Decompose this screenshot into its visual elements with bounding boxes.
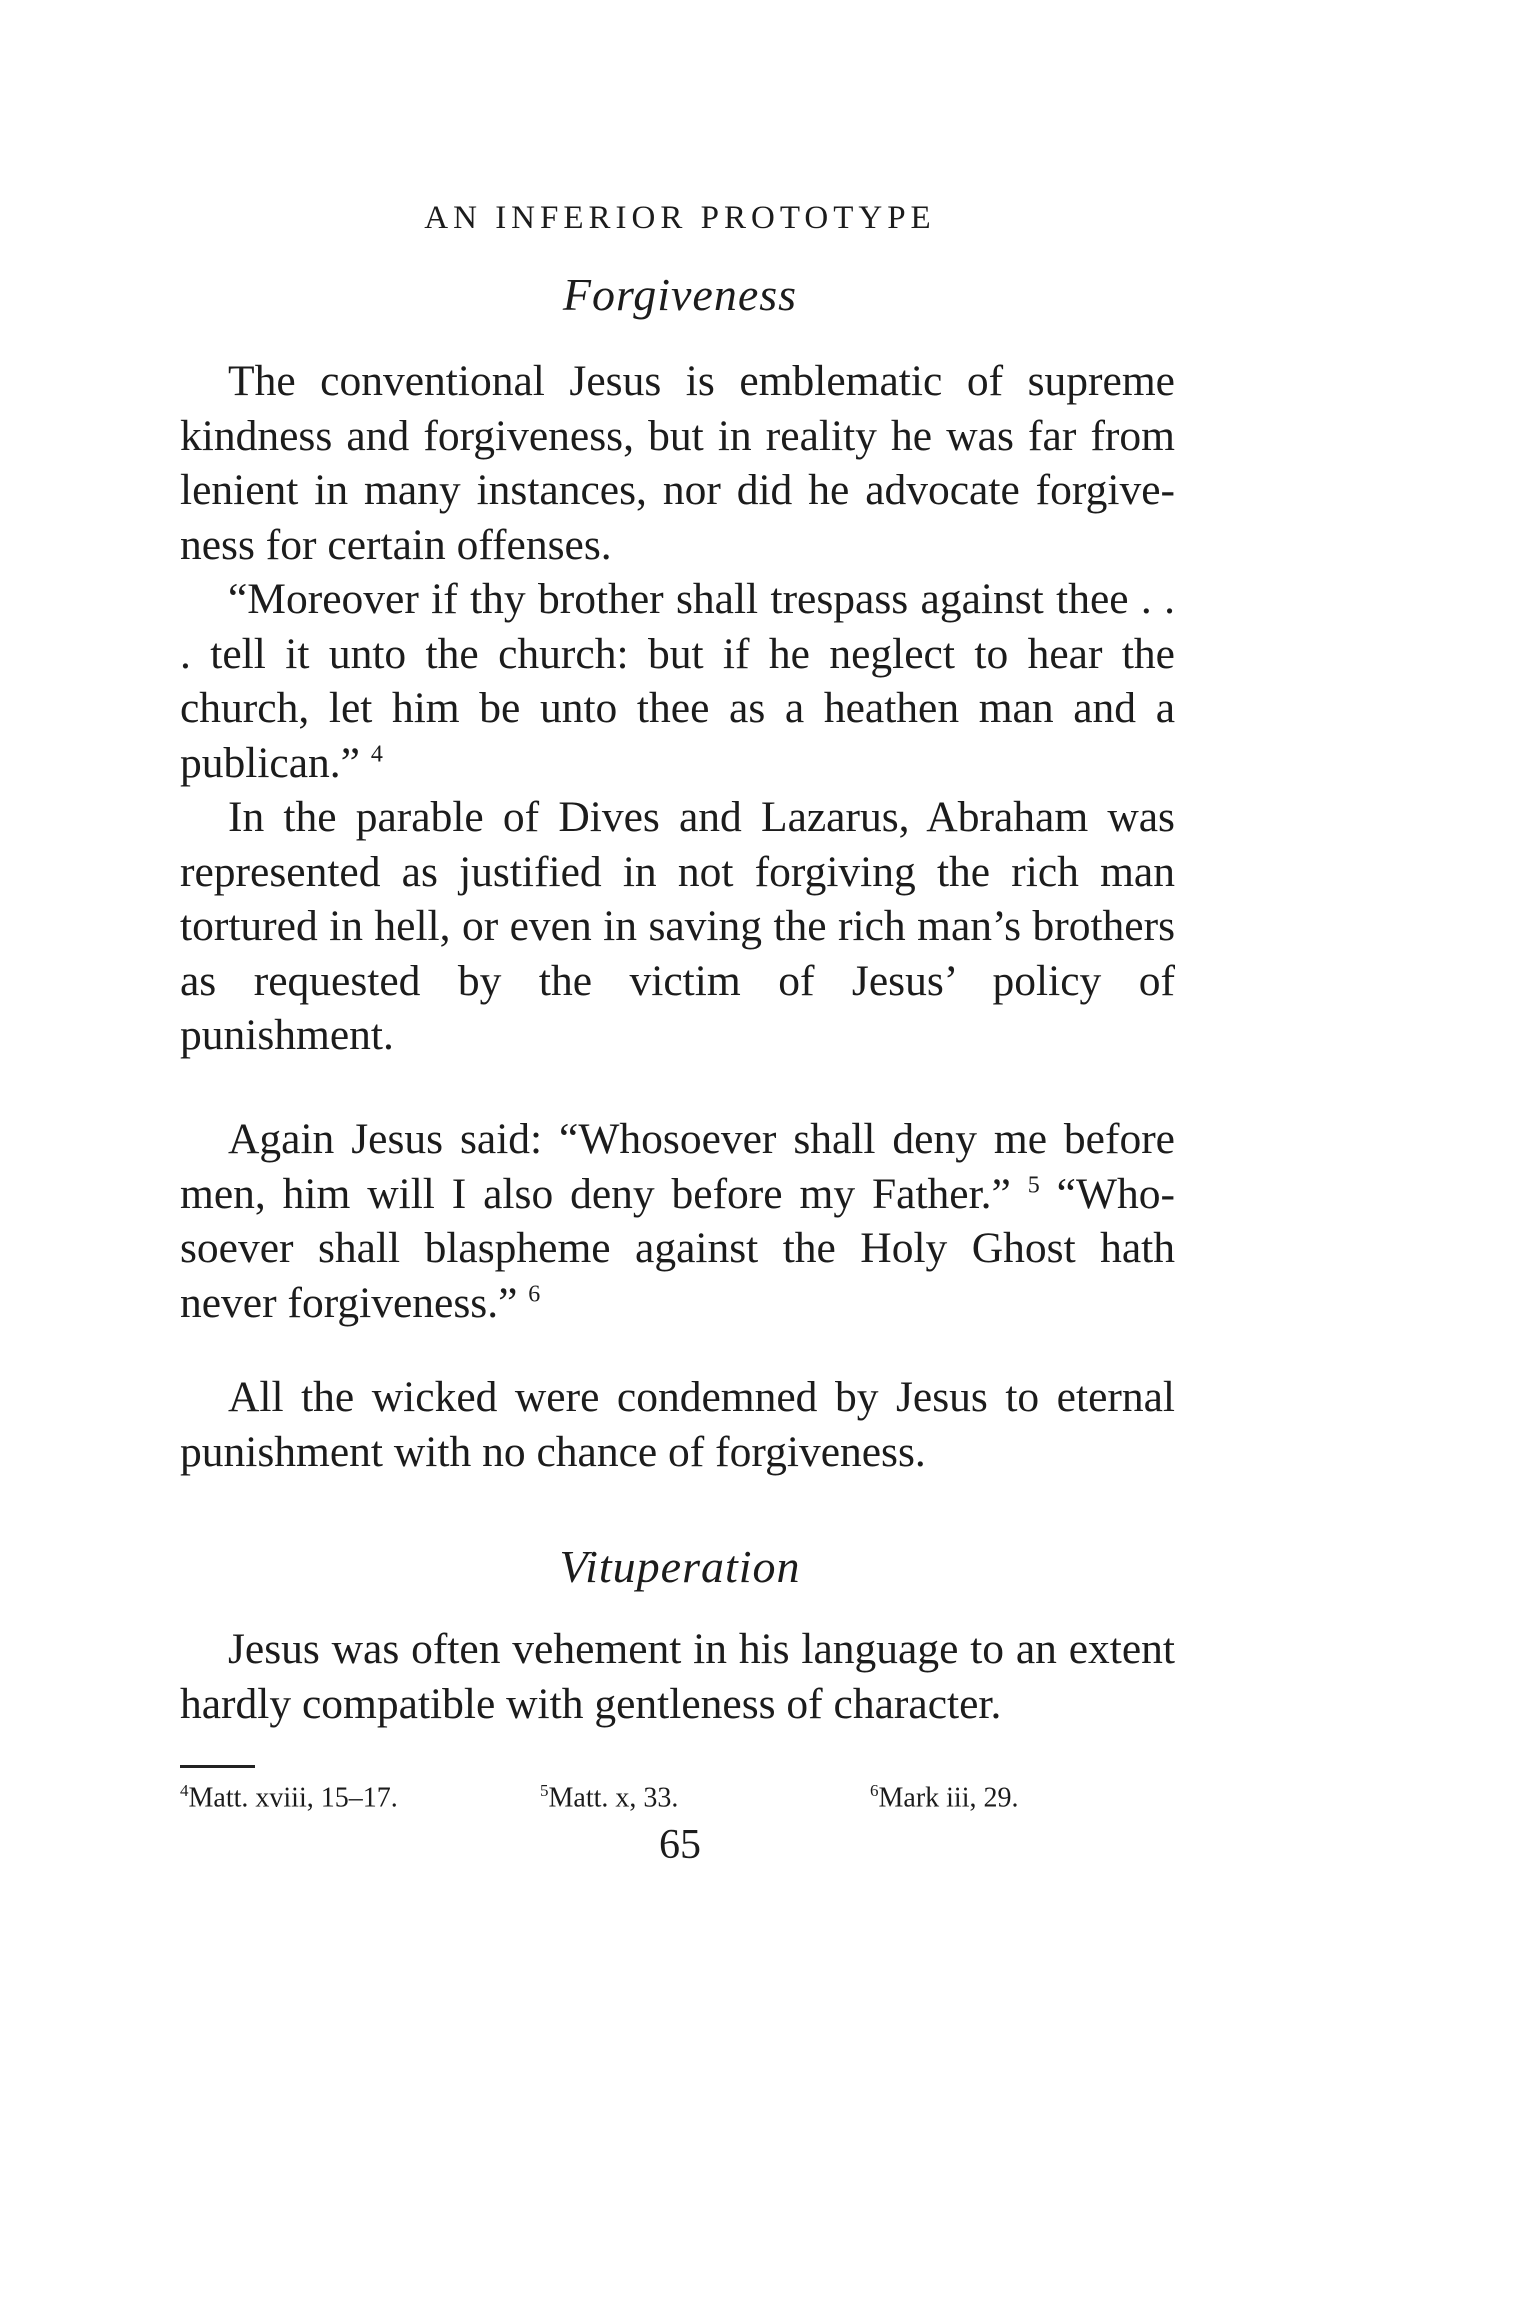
footnote-number: 5 [540,1781,549,1800]
paragraph-deny-me [180,1112,1175,1330]
footnote-text: Mark iii, 29. [878,1782,1019,1814]
paragraph-vituperation [180,1622,1175,1731]
paragraph-text: “Whosoever shall blaspheme against the Holy Ghost hath never forgiveness.” [180,1169,1176,1327]
paragraph-quote-trespass [180,572,1175,790]
paragraph-dives-lazarus [180,790,1175,1063]
paragraph-text: Jesus was often vehement in his language to an extent hardly compatible with gentleness of character. [180,1625,1175,1728]
footnote-ref: 4 [370,741,383,767]
footnote-number: 6 [870,1781,879,1800]
running-head: AN INFERIOR PROTOTYPE [424,200,936,236]
footnote-number: 4 [180,1781,189,1800]
section-title-forgiveness: Forgiveness [562,269,798,320]
footnote-4 [180,1781,398,1814]
paragraph-text: In the parable of Dives and Lazarus, Abraham was represented as justified in not forgiving the rich man tortured in hell, or even in saving the rich man’s brothers as requested by the victim of Jesus’ policy of punishment. [180,793,1175,1059]
paragraph-text: All the wicked were condemned by Jesus to eternal punishment with no chance of forgiveness. [180,1373,1175,1476]
footnote-text: Matt. x, 33. [548,1782,679,1814]
paragraph-text: The conventional Jesus is emblematic of supreme kindness and forgiveness, but in reality he was far from lenient in many instances, nor did he advocate forgiveness for certain offenses. [180,357,1175,569]
footnote-ref: 5 [1027,1172,1040,1198]
paragraph-text: Again Jesus said: “Whosoever shall deny me before men, him will I also deny before my Father.” [180,1115,1175,1218]
section-title-vituperation: Vituperation [559,1541,801,1592]
paragraph-wicked-condemned [180,1370,1175,1479]
page-number: 65 [659,1822,701,1868]
footnote-text: Matt. xviii, 15–17. [188,1782,398,1814]
footnote-5 [540,1781,678,1814]
footnote-rule [180,1765,255,1768]
paragraph-forgiveness-intro [180,354,1175,572]
paragraph-text: “Moreover if thy brother shall trespass against thee . . . tell it unto the church: but if he neglect to hear the church, let him be unto thee as a heathen man and a publican.” [180,575,1175,787]
footnote-6 [870,1781,1019,1814]
footnote-ref: 6 [528,1281,541,1307]
footnotes [180,1781,1130,1821]
